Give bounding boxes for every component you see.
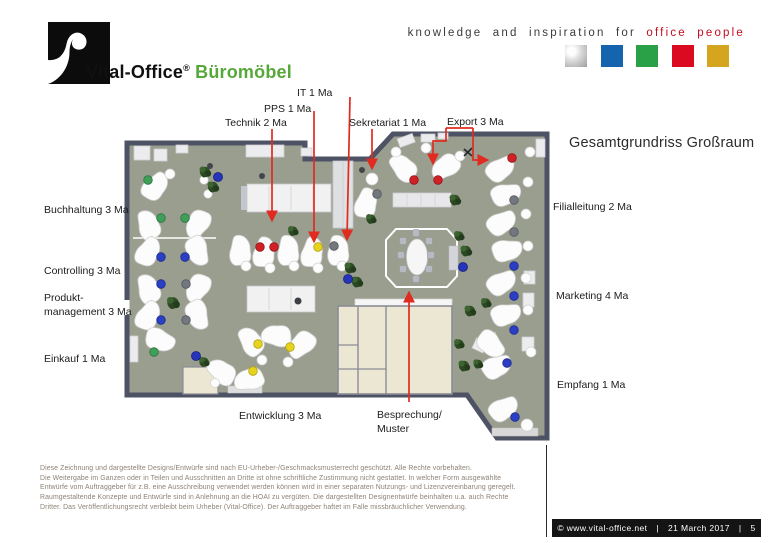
label-sekretariat: Sekretariat 1 Ma bbox=[349, 117, 427, 129]
blue-ball bbox=[344, 275, 353, 284]
disclaimer-line: Entwürfe vom Auftraggeber für z.B. eine Ausschreibung verwendet werden können wird in einer separaten Nutzungs- und Lizenzvereinbarung geregelt. bbox=[40, 484, 516, 492]
brand-color-swatches bbox=[565, 45, 729, 67]
footer-date: 21 March 2017 bbox=[667, 523, 730, 533]
label-it: IT 1 Ma bbox=[297, 87, 333, 99]
color-swatch-red bbox=[672, 45, 694, 67]
label-buchhaltung: Buchhaltung 3 Ma bbox=[44, 204, 129, 216]
label-produktmanagement bbox=[44, 291, 132, 319]
label-filialleitung: Filialleitung 2 Ma bbox=[553, 201, 632, 213]
footer-page-number: 5 bbox=[750, 523, 756, 533]
label-produkt-line2: management 3 Ma bbox=[44, 306, 132, 318]
footer-bar bbox=[552, 519, 761, 537]
label-pps: PPS 1 Ma bbox=[264, 103, 312, 115]
color-swatch-gold bbox=[707, 45, 729, 67]
footer-separator: | bbox=[738, 523, 742, 533]
label-besprechung bbox=[377, 408, 442, 436]
tagline bbox=[408, 27, 745, 39]
legal-disclaimer bbox=[40, 464, 516, 513]
label-export: Export 3 Ma bbox=[447, 116, 504, 128]
label-empfang: Empfang 1 Ma bbox=[557, 379, 626, 391]
label-entwicklung: Entwicklung 3 Ma bbox=[239, 410, 322, 422]
tagline-prefix: knowledge and inspiration for bbox=[407, 27, 636, 39]
disclaimer-line: Diese Zeichnung und dargestellte Designs/Entwürfe sind nach EU-Urheber-/Geschmacksmusterrecht geschützt. Alle Rechte vorbehalten. bbox=[40, 465, 472, 472]
brand-wordmark bbox=[86, 62, 292, 83]
tagline-accent: office people bbox=[646, 27, 745, 39]
disclaimer-line: Raumgestaltende Konzepte und Entwürfe sind in Anlehnung an die HOAI zu vergüten. Die dargestellten Designentwürfe beinhalten u.a. auch Rechte bbox=[40, 494, 509, 502]
blue-ball bbox=[192, 352, 201, 361]
label-einkauf: Einkauf 1 Ma bbox=[44, 353, 106, 365]
color-swatch-blue bbox=[601, 45, 623, 67]
color-swatch-silver bbox=[565, 45, 587, 67]
color-swatch-green bbox=[636, 45, 658, 67]
label-technik: Technik 2 Ma bbox=[225, 117, 287, 129]
registered-mark: ® bbox=[183, 63, 190, 73]
brand-suffix: Büromöbel bbox=[195, 62, 292, 82]
footer-separator: | bbox=[656, 523, 659, 533]
blue-ball bbox=[214, 173, 223, 182]
label-marketing: Marketing 4 Ma bbox=[556, 290, 629, 302]
label-produkt-line1: Produkt- bbox=[44, 292, 84, 304]
footer-divider-line bbox=[546, 445, 547, 537]
disclaimer-line: Die Weitergabe im Ganzen oder in Teilen und Ausschnitten an Dritte ist ohne schriftliche Zustimmung nicht gestattet. In welcher Form ausgewählte bbox=[40, 474, 502, 482]
disclaimer-line: Dritter. Das Veröffentlichungsrecht verbleibt beim Urheber (Vital-Office). Der Auftraggeber haftet im Falle missbräuchlicher Verwendung. bbox=[40, 503, 467, 511]
label-controlling: Controlling 3 Ma bbox=[44, 265, 121, 277]
brand-name: Vital-Office bbox=[86, 62, 184, 82]
label-besprechung-line1: Besprechung/ bbox=[377, 409, 442, 421]
blue-ball bbox=[459, 263, 468, 272]
page-title: Gesamtgrundriss Großraum bbox=[569, 135, 755, 151]
footer-url: © www.vital-office.net bbox=[557, 523, 648, 533]
label-besprechung-line2: Muster bbox=[377, 423, 410, 435]
